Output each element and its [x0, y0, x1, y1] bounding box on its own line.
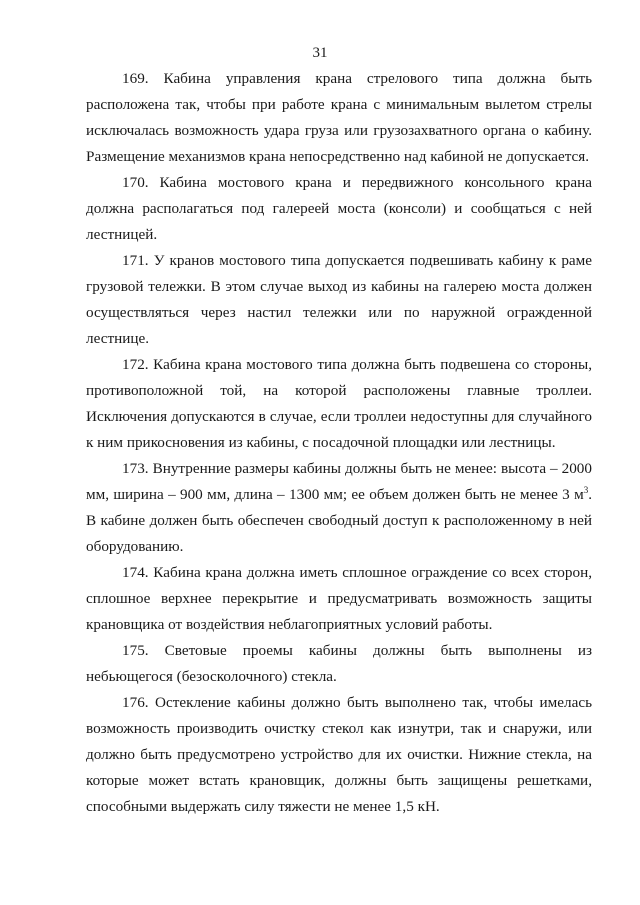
paragraph-number: 176.: [122, 694, 149, 711]
paragraph-170: [86, 170, 592, 248]
paragraph-174: [86, 560, 592, 638]
paragraph-text: Кабина крана мостового типа должна быть подвешена со стороны, противоположной той, на которой расположены главные троллеи. Исключения допускаются в случае, если троллеи недоступны для случайного к ним прикосновения из кабины, с посадочной площадки или лестницы.: [86, 356, 593, 451]
paragraph-number: 169.: [122, 70, 149, 87]
paragraph-172: [86, 352, 592, 456]
paragraph-173: [86, 456, 592, 560]
paragraph-171: [86, 248, 592, 352]
document-body: [86, 66, 592, 820]
paragraph-number: 175.: [122, 642, 149, 659]
paragraph-text: Кабина крана должна иметь сплошное ограждение со всех сторон, сплошное верхнее перекрытие и предусматривать возможность защиты крановщика от воздействия неблагоприятных условий работы.: [86, 564, 592, 633]
paragraph-text: Кабина мостового крана и передвижного консольного крана должна располагаться под галереей моста (консоли) и сообщаться с ней лестницей.: [86, 174, 592, 243]
paragraph-text-after: . В кабине должен быть обеспечен свободный доступ к расположенному в ней оборудованию.: [86, 486, 592, 555]
paragraph-text: Световые проемы кабины должны быть выполнены из небьющегося (безосколочного) стекла.: [86, 642, 593, 685]
paragraph-176: [86, 690, 592, 820]
superscript: 3: [583, 484, 589, 495]
paragraph-text: Кабина управления крана стрелового типа должна быть расположена так, чтобы при работе крана с минимальным вылетом стрелы исключалась возможность удара груза или грузозахватного органа о кабину. Размещение механизмов крана непосредственно над кабиной не допускается.: [86, 70, 593, 165]
paragraph-175: [86, 638, 592, 690]
page-number: 31: [312, 45, 328, 61]
paragraph-number: 170.: [122, 174, 149, 191]
paragraph-text: Остекление кабины должно быть выполнено так, чтобы имелась возможность производить очистку стекол как изнутри, так и снаружи, или должно быть предусмотрено устройство для их очистки. Нижние стекла, на которые может встать крановщик, должны быть защищены решетками, способными выдержать силу тяжести не менее 1,5 кН.: [86, 694, 593, 815]
paragraph-169: [86, 66, 592, 170]
paragraph-number: 174.: [122, 564, 149, 581]
paragraph-number: 173.: [122, 460, 149, 477]
paragraph-text-before: Внутренние размеры кабины должны быть не менее: высота – 2000 мм, ширина – 900 мм, длина – 1300 мм; ее объем должен быть не менее 3 м: [86, 460, 592, 503]
paragraph-number: 172.: [122, 356, 149, 373]
paragraph-text: У кранов мостового типа допускается подвешивать кабину к раме грузовой тележки. В этом случае выход из кабины на галерею моста должен осуществляться через настил тележки или по наружной огражденной лестнице.: [86, 252, 593, 347]
paragraph-number: 171.: [122, 252, 149, 269]
